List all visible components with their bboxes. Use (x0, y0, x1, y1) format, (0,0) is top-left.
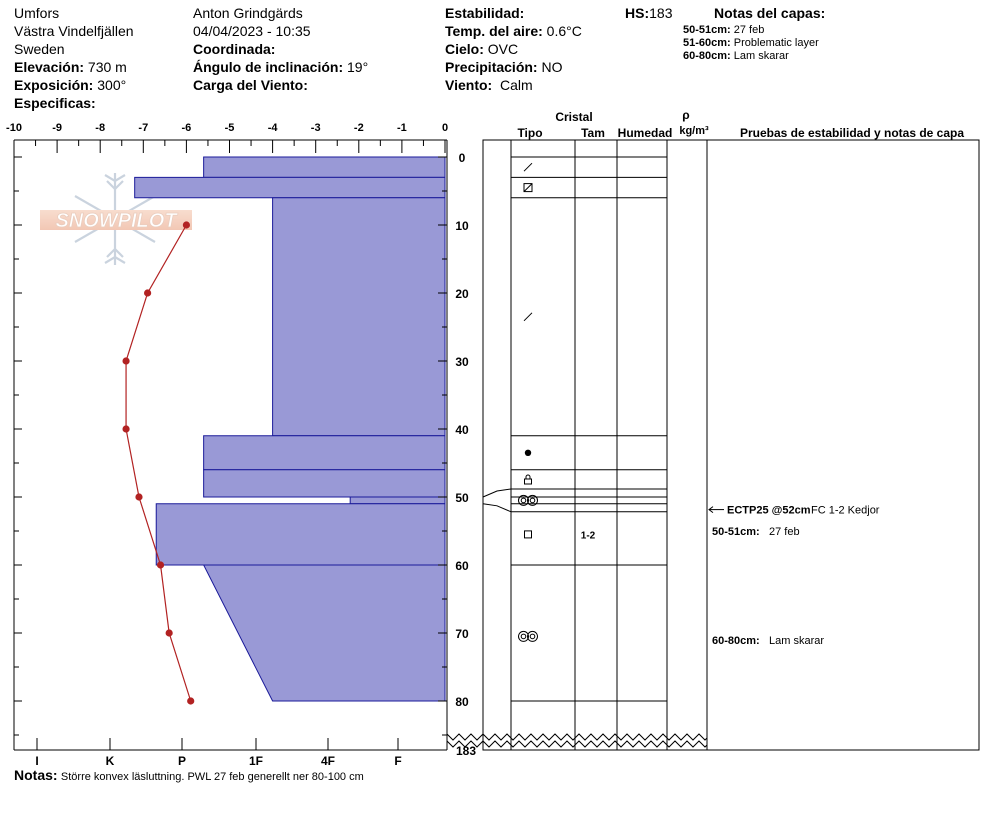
hardness-layer-bar (204, 157, 445, 177)
col-tam: Tam (581, 126, 605, 140)
notes-row (14, 766, 364, 786)
hardness-tick-label: 1F (248, 754, 264, 768)
slash-stroke (524, 163, 532, 171)
depth-tick-label: 0 (458, 151, 466, 165)
temp-tick-label: -7 (138, 122, 149, 134)
observer-name: Anton Grindgärds (193, 5, 303, 21)
dot-crystal-icon (525, 450, 531, 456)
col-humedad: Humedad (617, 126, 673, 140)
scale-break-bottom (447, 741, 707, 747)
hardness-tick-label: K (105, 754, 115, 768)
temp-tick-label: -1 (397, 122, 407, 134)
hardness-ticks (35, 738, 401, 768)
country-name: Sweden (14, 41, 65, 57)
slash-crystal-icon (524, 313, 532, 321)
temperature-point (144, 289, 151, 296)
temperature-point (183, 221, 190, 228)
air-temp-label: Temp. del aire: (445, 23, 543, 39)
coord-label: Coordinada: (193, 41, 276, 57)
slash-stroke (524, 313, 532, 321)
col-density-unit: kg/m³ (679, 125, 709, 137)
hardness-layer-bar (204, 565, 445, 701)
slope-value: 19° (347, 59, 369, 75)
depth-tick-label: 20 (455, 287, 469, 301)
wind-value: Calm (499, 77, 533, 93)
layer-connector (483, 489, 511, 497)
hs-label: HS: (625, 5, 650, 21)
crystal-size-label: 1-2 (580, 530, 596, 542)
side-note-text: 27 feb (769, 526, 800, 538)
hardness-tick-label: P (177, 754, 187, 768)
temperature-point (166, 629, 173, 636)
side-note-range: 60-80cm: (712, 634, 760, 647)
depth-tick-label: 50 (455, 491, 469, 505)
layer-note-range: 50-51cm: (683, 24, 731, 36)
hardness-tick-label: 4F (320, 754, 336, 768)
scale-break-top (447, 734, 707, 740)
total-depth-label: 183 (455, 744, 477, 758)
temperature-point (157, 561, 164, 568)
depth-tick-label: 40 (455, 423, 469, 437)
stability-label: Estabilidad: (445, 5, 525, 21)
layer-note-range: 60-80cm: (683, 50, 731, 62)
layer-notes-title-text: Notas del capas: (714, 5, 826, 21)
temperature-line (126, 225, 191, 701)
col-cristal: Cristal (555, 110, 593, 124)
sky-label: Cielo: (445, 41, 484, 57)
boxslash-crystal-icon (524, 184, 532, 192)
temp-tick-label: -9 (52, 122, 62, 134)
test-code: ECTP25 @52cm (727, 504, 811, 517)
air-temp-value: 0.6°C (546, 23, 582, 39)
temp-tick-label: -6 (181, 122, 192, 134)
hardness-layer-bar (135, 177, 445, 197)
temperature-point (122, 425, 129, 432)
temperature-point (135, 493, 142, 500)
ring-inner (521, 498, 526, 503)
wind-load-label: Carga del Viento: (193, 77, 308, 93)
hardness-layer-bar (204, 470, 445, 497)
crystal-symbols (519, 163, 596, 641)
location-name: Umfors (14, 5, 60, 21)
temp-tick-label: -8 (95, 122, 106, 134)
layer-note-text: Lam skarar (733, 50, 789, 62)
depth-tick-label: 80 (455, 695, 469, 709)
layer-connector (483, 504, 511, 512)
temp-tick-label: 0 (441, 122, 449, 134)
ring-inner (521, 634, 526, 639)
slash-stroke (524, 184, 532, 192)
temp-tick-label: -4 (267, 122, 278, 134)
aspect-label: Exposición: (14, 77, 94, 93)
temp-tick-label: -5 (224, 122, 235, 134)
col-tests: Pruebas de estabilidad y notas de capa (739, 126, 965, 140)
hardness-tick-label: I (35, 754, 39, 768)
lock-shackle (526, 475, 530, 479)
temperature-point (187, 697, 194, 704)
depth-tick-label: 70 (455, 627, 469, 641)
sky-value: OVC (487, 41, 519, 57)
test-description: FC 1-2 Kedjor (811, 504, 880, 517)
rings-crystal-icon (519, 631, 538, 641)
wind-label: Viento: (445, 77, 493, 93)
hardness-layer-bar (350, 497, 445, 504)
hs-value: 183 (649, 5, 673, 21)
region-name: Västra Vindelfjällen (14, 23, 134, 39)
precip-label: Precipitación: (445, 59, 538, 75)
elevation-label: Elevación: (14, 59, 85, 75)
aspect-value: 300° (97, 77, 127, 93)
temperature-profile (122, 221, 194, 704)
ring-inner (530, 498, 535, 503)
specifics-label: Especificas: (14, 95, 96, 111)
watermark-text: SNOWPILOT (55, 210, 177, 232)
lock-body (525, 479, 532, 484)
col-rho: ρ (682, 108, 690, 122)
hardness-layer-bar (156, 504, 445, 565)
hardness-layer-bar (273, 198, 445, 436)
temp-tick-label: -3 (310, 122, 321, 134)
dot-shape (525, 450, 531, 456)
col-tipo: Tipo (517, 126, 543, 140)
notes-label: Notas: (14, 767, 58, 783)
side-note-range: 50-51cm: (712, 526, 760, 538)
observation-datetime: 04/04/2023 - 10:35 (193, 23, 311, 39)
hardness-layers (135, 157, 445, 701)
depth-tick-label: 10 (455, 219, 469, 233)
depth-tick-label: 30 (455, 355, 469, 369)
hardness-tick-label: F (394, 754, 402, 768)
layer-note-text: Problematic layer (733, 37, 819, 49)
elevation-value: 730 m (87, 59, 127, 75)
square-crystal-icon (525, 531, 532, 538)
hardness-layer-bar (204, 436, 445, 470)
depth-tick-label: 60 (455, 559, 469, 573)
layer-note-text: 27 feb (733, 24, 765, 36)
slash-crystal-icon (524, 163, 532, 171)
ring-inner (530, 634, 535, 639)
stability-test-result (709, 505, 880, 517)
layer-table-frame (483, 140, 979, 750)
square-shape (525, 531, 532, 538)
temp-tick-label: -10 (6, 122, 22, 134)
notes-text: Större konvex läsluttning. PWL 27 feb generellt ner 80-100 cm (60, 771, 364, 783)
layer-note-range: 51-60cm: (683, 37, 731, 49)
slope-label: Ángulo de inclinación: (193, 59, 344, 75)
precip-value: NO (541, 59, 563, 75)
lock-crystal-icon (525, 475, 532, 484)
side-note-text: Lam skarar (769, 634, 825, 647)
temp-tick-label: -2 (353, 122, 364, 134)
side-notes (712, 526, 824, 647)
temperature-point (122, 357, 129, 364)
temperature-ticks (6, 122, 448, 153)
